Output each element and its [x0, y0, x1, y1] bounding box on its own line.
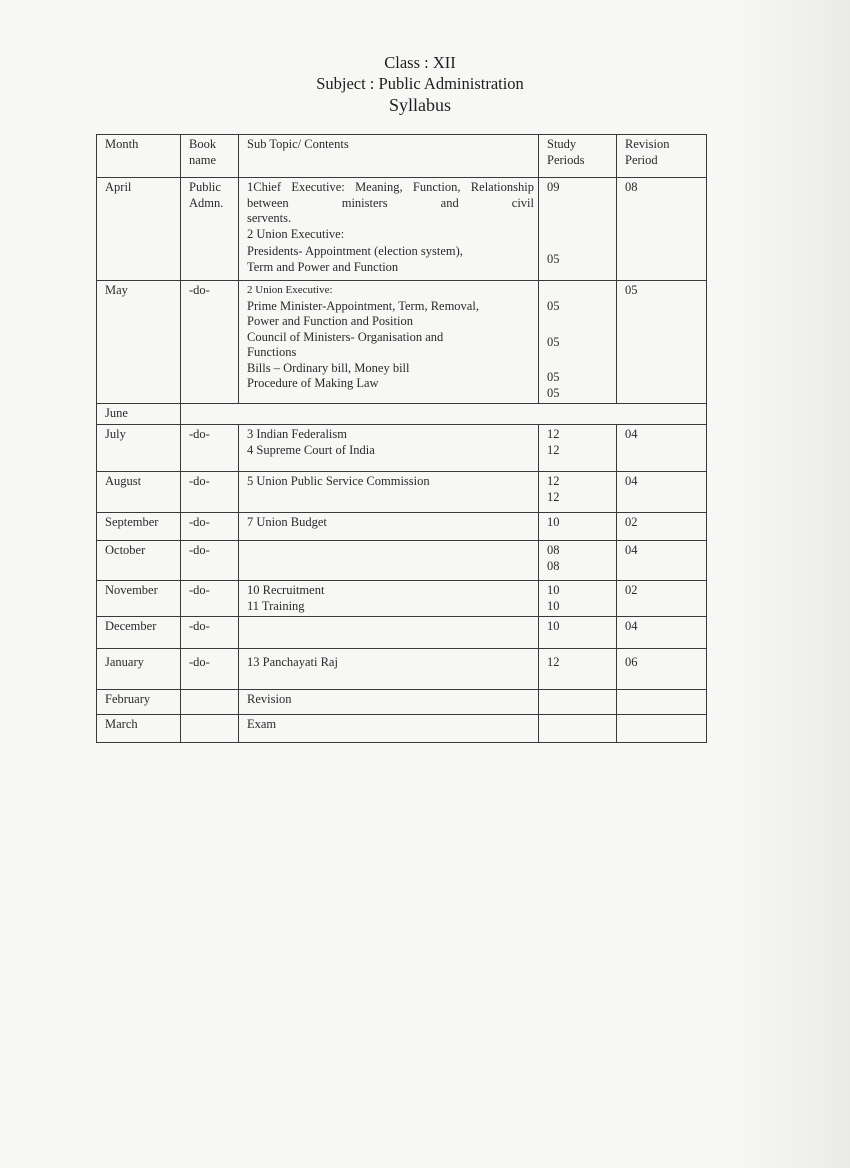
revision-cell — [617, 715, 707, 743]
topics-cell — [239, 472, 539, 513]
topics-cell — [239, 581, 539, 617]
table-row — [97, 425, 707, 472]
topics-cell — [239, 649, 539, 690]
topic-line: Term and Power and Function — [247, 259, 399, 274]
study-cell — [539, 281, 617, 404]
book-cell: -do- — [181, 541, 239, 581]
topic-line: Exam — [247, 717, 277, 731]
month-cell: October — [97, 541, 181, 581]
revision-cell — [617, 541, 707, 581]
month-cell: November — [97, 581, 181, 617]
revision-cell — [617, 690, 707, 715]
class-title: Class : XII — [384, 53, 456, 72]
study-value: 12 — [547, 474, 560, 488]
book-cell: Public Admn. — [181, 178, 239, 281]
header-revision-period: Revision Period — [617, 135, 707, 178]
topics-cell — [239, 617, 539, 649]
revision-value: 08 — [625, 180, 638, 194]
topic-line: 2 Union Executive: — [247, 284, 333, 296]
book-cell: -do- — [181, 581, 239, 617]
page-edge-shadow — [730, 0, 850, 1168]
table-row — [97, 472, 707, 513]
revision-cell — [617, 513, 707, 541]
month-cell: March — [97, 715, 181, 743]
topic-line: 7 Union Budget — [247, 515, 327, 529]
table-row — [97, 617, 707, 649]
study-value: 10 — [547, 583, 560, 597]
month-cell: August — [97, 472, 181, 513]
topics-cell — [239, 178, 539, 281]
study-cell — [539, 715, 617, 743]
topic-line: Functions — [247, 345, 297, 359]
revision-cell — [617, 425, 707, 472]
topics-cell — [239, 281, 539, 404]
study-value: 09 — [547, 180, 560, 194]
table-row — [97, 281, 707, 404]
revision-cell — [617, 472, 707, 513]
month-cell: April — [97, 178, 181, 281]
topic-line: Revision — [247, 692, 292, 706]
study-cell — [539, 617, 617, 649]
topics-cell — [239, 715, 539, 743]
table-row — [97, 690, 707, 715]
topic-line: Bills – Ordinary bill, Money bill — [247, 360, 410, 375]
document-header — [0, 52, 840, 116]
study-value: 08 — [547, 543, 560, 557]
book-cell: -do- — [181, 617, 239, 649]
topic-line: Council of Ministers- Organisation and — [247, 329, 444, 344]
revision-value: 05 — [625, 283, 638, 297]
study-value: 05 — [547, 385, 560, 400]
study-cell — [539, 178, 617, 281]
study-cell — [539, 425, 617, 472]
month-cell: January — [97, 649, 181, 690]
topic-line: 13 Panchayati Raj — [247, 655, 338, 669]
month-cell: December — [97, 617, 181, 649]
book-cell — [181, 690, 239, 715]
revision-value: 02 — [625, 515, 638, 529]
topic-line: Prime Minister-Appointment, Term, Removal, — [247, 298, 479, 313]
table-row — [97, 541, 707, 581]
syllabus-title: Syllabus — [388, 95, 451, 115]
book-cell — [181, 404, 707, 425]
study-value: 08 — [547, 558, 560, 573]
header-sub-topic: Sub Topic/ Contents — [239, 135, 539, 178]
book-cell: -do- — [181, 649, 239, 690]
month-cell: May — [97, 281, 181, 404]
topic-line: 11 Training — [247, 598, 305, 613]
header-study-periods: Study Periods — [539, 135, 617, 178]
study-cell — [539, 472, 617, 513]
study-cell — [539, 541, 617, 581]
month-cell: September — [97, 513, 181, 541]
topic-line: 5 Union Public Service Commission — [247, 474, 430, 488]
topic-line: Procedure of Making Law — [247, 376, 379, 390]
header-month: Month — [97, 135, 181, 178]
revision-cell — [617, 649, 707, 690]
study-value: 10 — [547, 598, 560, 613]
revision-value: 06 — [625, 655, 638, 669]
table-header-row — [97, 135, 707, 178]
topics-cell — [239, 425, 539, 472]
table-row — [97, 715, 707, 743]
table-row — [97, 513, 707, 541]
table-row — [97, 404, 707, 425]
study-value: 05 — [547, 299, 560, 313]
book-cell: -do- — [181, 425, 239, 472]
topic-line: 3 Indian Federalism — [247, 427, 347, 441]
subject-title: Subject : Public Administration — [316, 74, 524, 93]
book-cell: -do- — [181, 281, 239, 404]
study-value: 12 — [547, 427, 560, 441]
syllabus-table — [96, 134, 707, 743]
study-cell — [539, 690, 617, 715]
topics-cell — [239, 690, 539, 715]
table-row — [97, 581, 707, 617]
book-cell: -do- — [181, 472, 239, 513]
table-row — [97, 178, 707, 281]
study-value: 12 — [547, 489, 560, 504]
topics-cell — [239, 513, 539, 541]
study-value: 12 — [547, 655, 560, 669]
month-cell: June — [97, 404, 181, 425]
revision-value: 04 — [625, 619, 638, 633]
study-value: 10 — [547, 515, 560, 529]
topic-line: 4 Supreme Court of India — [247, 442, 375, 457]
study-cell — [539, 581, 617, 617]
study-value: 05 — [547, 251, 560, 266]
book-cell — [181, 715, 239, 743]
revision-cell — [617, 281, 707, 404]
study-cell — [539, 649, 617, 690]
topic-line: 1Chief Executive: Meaning, Function, Relationship between ministers and civil — [247, 180, 534, 210]
month-cell: February — [97, 690, 181, 715]
month-cell: July — [97, 425, 181, 472]
topic-line: 10 Recruitment — [247, 583, 325, 597]
topics-cell — [239, 541, 539, 581]
revision-cell — [617, 581, 707, 617]
table-row — [97, 649, 707, 690]
book-cell: -do- — [181, 513, 239, 541]
topic-line: Power and Function and Position — [247, 314, 413, 328]
revision-value: 04 — [625, 427, 638, 441]
study-value: 05 — [547, 370, 560, 384]
topic-line: 2 Union Executive: — [247, 226, 345, 241]
topic-line: Presidents- Appointment (election system), — [247, 244, 463, 258]
header-book-name: Book name — [181, 135, 239, 178]
topic-line: servents. — [247, 211, 292, 225]
revision-cell — [617, 178, 707, 281]
study-value: 10 — [547, 619, 560, 633]
revision-value: 02 — [625, 583, 638, 597]
revision-value: 04 — [625, 543, 638, 557]
study-cell — [539, 513, 617, 541]
revision-value: 04 — [625, 474, 638, 488]
study-value: 05 — [547, 334, 560, 349]
revision-cell — [617, 617, 707, 649]
study-value: 12 — [547, 442, 560, 457]
